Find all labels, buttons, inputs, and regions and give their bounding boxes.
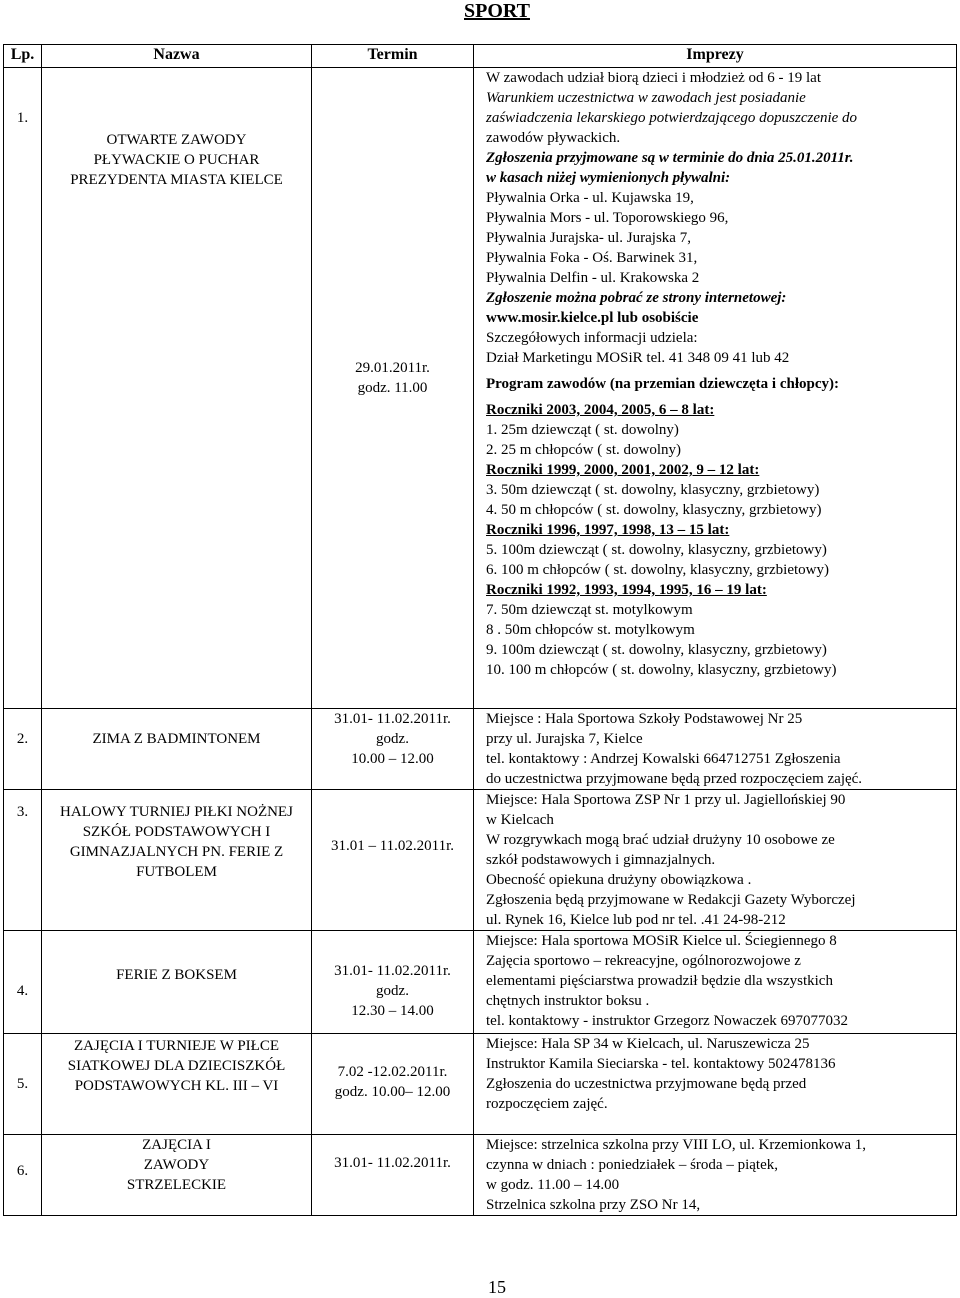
event-line: elementami pięściarstwa prowadził będzie dla wszystkich [486,973,833,989]
event-line: www.mosir.kielce.pl lub osobiście [486,310,699,326]
row-events [474,1135,957,1216]
event-line: Zgłoszenia będą przyjmowane w Redakcji Gazety Wyborczej [486,892,856,908]
row-term-line: 31.01- 11.02.2011r. [334,1155,451,1171]
event-line: Pływalnia Mors - ul. Toporowskiego 96, [486,210,729,226]
row-name-text: ZAJĘCIA I ZAWODY STRZELECKIE [126,1137,227,1193]
event-line: Zgłoszenia do uczestnictwa przyjmowane będą przed [486,1076,807,1092]
header-lp: Lp. [4,45,42,68]
event-line: Pływalnia Foka - Oś. Barwinek 31, [486,250,698,266]
event-line: w kasach niżej wymienionych pływalni: [486,170,731,186]
row-name [42,709,312,790]
table-row [4,931,957,1034]
event-line: tel. kontaktowy - instruktor Grzegorz Nowaczek 697077032 [486,1013,848,1029]
row-lp [4,1135,42,1216]
table-row [4,709,957,790]
row-events [474,709,957,790]
row-term [312,709,474,790]
event-line: Pływalnia Jurajska- ul. Jurajska 7, [486,230,691,246]
event-line: tel. kontaktowy : Andrzej Kowalski 664712751 Zgłoszenia [486,751,841,767]
event-line: Strzelnica szkolna przy ZSO Nr 14, [486,1197,701,1213]
event-line: 6. 100 m chłopców ( st. dowolny, klasyczny, grzbietowy) [486,562,829,578]
event-line: Miejsce: strzelnica szkolna przy VIII LO, ul. Krzemionkowa 1, [486,1137,867,1153]
row-term-line: 10.00 – 12.00 [351,751,434,767]
row-events [474,1034,957,1135]
event-line: przy ul. Jurajska 7, Kielce [486,731,643,747]
event-line: Miejsce : Hala Sportowa Szkoły Podstawowej Nr 25 [486,711,803,727]
row-term-line: godz. 10.00– 12.00 [334,1084,451,1100]
row-term-line: godz. [376,983,409,999]
row-term-line: godz. [376,731,409,747]
row-name [42,1034,312,1135]
header-term: Termin [312,45,474,68]
row-lp-text: 1. [16,110,29,126]
event-line: Zajęcia sportowo – rekreacyjne, ogólnorozwojowe z [486,953,801,969]
row-lp-text: 4. [16,983,29,999]
header-events: Imprezy [474,45,957,68]
event-line: 8 . 50m chłopców st. motylkowym [486,622,695,638]
event-line: Miejsce: Hala sportowa MOSiR Kielce ul. Ściegiennego 8 [486,933,837,949]
event-line: w godz. 11.00 – 14.00 [486,1177,620,1193]
row-term-line: 12.30 – 14.00 [351,1003,434,1019]
page-number: 15 [488,1277,506,1297]
event-line: Pływalnia Orka - ul. Kujawska 19, [486,190,694,206]
event-line: 4. 50 m chłopców ( st. dowolny, klasyczny, grzbietowy) [486,502,822,518]
row-lp [4,68,42,709]
row-term-line: 31.01 – 11.02.2011r. [330,838,455,854]
row-lp-text: 6. [16,1163,29,1179]
row-events [474,931,957,1034]
row-term-line: 7.02 -12.02.2011r. [337,1064,448,1080]
events-table [3,44,957,1216]
event-line: Zgłoszenia przyjmowane są w terminie do dnia 25.01.2011r. [486,150,854,166]
event-line: chętnych instruktor boksu . [486,993,650,1009]
event-line: Warunkiem uczestnictwa w zawodach jest posiadanie [486,90,806,106]
event-line: w Kielcach [486,812,554,828]
row-lp [4,790,42,931]
event-line: Miejsce: Hala Sportowa ZSP Nr 1 przy ul. Jagiellońskiej 90 [486,792,846,808]
event-line: zaświadczenia lekarskiego potwierdzającego dopuszczenie do [486,110,858,126]
event-line: Roczniki 1999, 2000, 2001, 2002, 9 – 12 lat: [486,462,760,478]
row-term-line: godz. 11.00 [357,380,428,396]
row-term [312,68,474,709]
event-line: W rozgrywkach mogą brać udział drużyny 10 osobowe ze [486,832,835,848]
row-lp-text: 5. [16,1076,29,1092]
event-line: 2. 25 m chłopców ( st. dowolny) [486,442,681,458]
event-line: czynna w dniach : poniedziałek – środa – piątek, [486,1157,778,1173]
event-line: Roczniki 1996, 1997, 1998, 13 – 15 lat: [486,522,730,538]
event-line: Dział Marketingu MOSiR tel. 41 348 09 41 lub 42 [486,350,790,366]
table-row [4,1034,957,1135]
event-line: Roczniki 1992, 1993, 1994, 1995, 16 – 19 lat: [486,582,767,598]
row-events [474,68,957,709]
event-line: Program zawodów (na przemian dziewczęta i chłopcy): [486,376,839,392]
row-name-text: HALOWY TURNIEJ PIŁKI NOŻNEJ SZKÓŁ PODSTAWOWYCH I GIMNAZJALNYCH PN. FERIE Z FUTBOLEM [60,804,293,880]
event-line: Roczniki 2003, 2004, 2005, 6 – 8 lat: [486,402,715,418]
event-line: ul. Rynek 16, Kielce lub pod nr tel. .41 24-98-212 [486,912,786,928]
row-name-text: FERIE Z BOKSEM [116,967,237,983]
row-name [42,790,312,931]
event-line: 1. 25m dziewcząt ( st. dowolny) [486,422,679,438]
row-term-line: 31.01- 11.02.2011r. [334,963,451,979]
event-line: 10. 100 m chłopców ( st. dowolny, klasyczny, grzbietowy) [486,662,837,678]
row-term [312,790,474,931]
table-header-row [4,45,957,68]
row-name-text: ZIMA Z BADMINTONEM [92,731,261,747]
row-term-line: 29.01.2011r. [355,360,430,376]
row-events [474,790,957,931]
event-line: Szczegółowych informacji udziela: [486,330,698,346]
row-term [312,931,474,1034]
row-lp [4,931,42,1034]
event-line: 7. 50m dziewcząt st. motylkowym [486,602,693,618]
page-title: SPORT [464,0,530,22]
event-line: rozpoczęciem zajęć. [486,1096,608,1112]
event-line: zawodów pływackich. [486,130,621,146]
row-name-text: ZAJĘCIA I TURNIEJE W PIŁCE SIATKOWEJ DLA DZIECISZKÓŁ PODSTAWOWYCH KL. III – VI [67,1038,286,1094]
table-row [4,790,957,931]
row-name-text: OTWARTE ZAWODY PŁYWACKIE O PUCHAR PREZYDENTA MIASTA KIELCE [70,132,283,188]
event-line: do uczestnictwa przyjmowane będą przed rozpoczęciem zajęć. [486,771,863,787]
event-line: 5. 100m dziewcząt ( st. dowolny, klasyczny, grzbietowy) [486,542,827,558]
row-name [42,931,312,1034]
event-line: Zgłoszenie można pobrać ze strony internetowej: [486,290,787,306]
event-line: 9. 100m dziewcząt ( st. dowolny, klasyczny, grzbietowy) [486,642,827,658]
row-term [312,1034,474,1135]
event-line: W zawodach udział biorą dzieci i młodzież od 6 - 19 lat [486,70,822,86]
table-row [4,1135,957,1216]
event-line: Pływalnia Delfin - ul. Krakowska 2 [486,270,700,286]
header-name: Nazwa [42,45,312,68]
row-lp-text: 3. [16,804,29,820]
event-line: 3. 50m dziewcząt ( st. dowolny, klasyczny, grzbietowy) [486,482,820,498]
row-lp-text: 2. [16,731,29,747]
row-term-line: 31.01- 11.02.2011r. [334,711,451,727]
row-name [42,1135,312,1216]
row-lp [4,709,42,790]
row-term [312,1135,474,1216]
event-line: Obecność opiekuna drużyny obowiązkowa . [486,872,752,888]
event-line: Instruktor Kamila Sieciarska - tel. kontaktowy 502478136 [486,1056,836,1072]
row-name [42,68,312,709]
row-lp [4,1034,42,1135]
event-line: Miejsce: Hala SP 34 w Kielcach, ul. Naruszewicza 25 [486,1036,810,1052]
event-line: szkół podstawowych i gimnazjalnych. [486,852,716,868]
table-row [4,68,957,709]
